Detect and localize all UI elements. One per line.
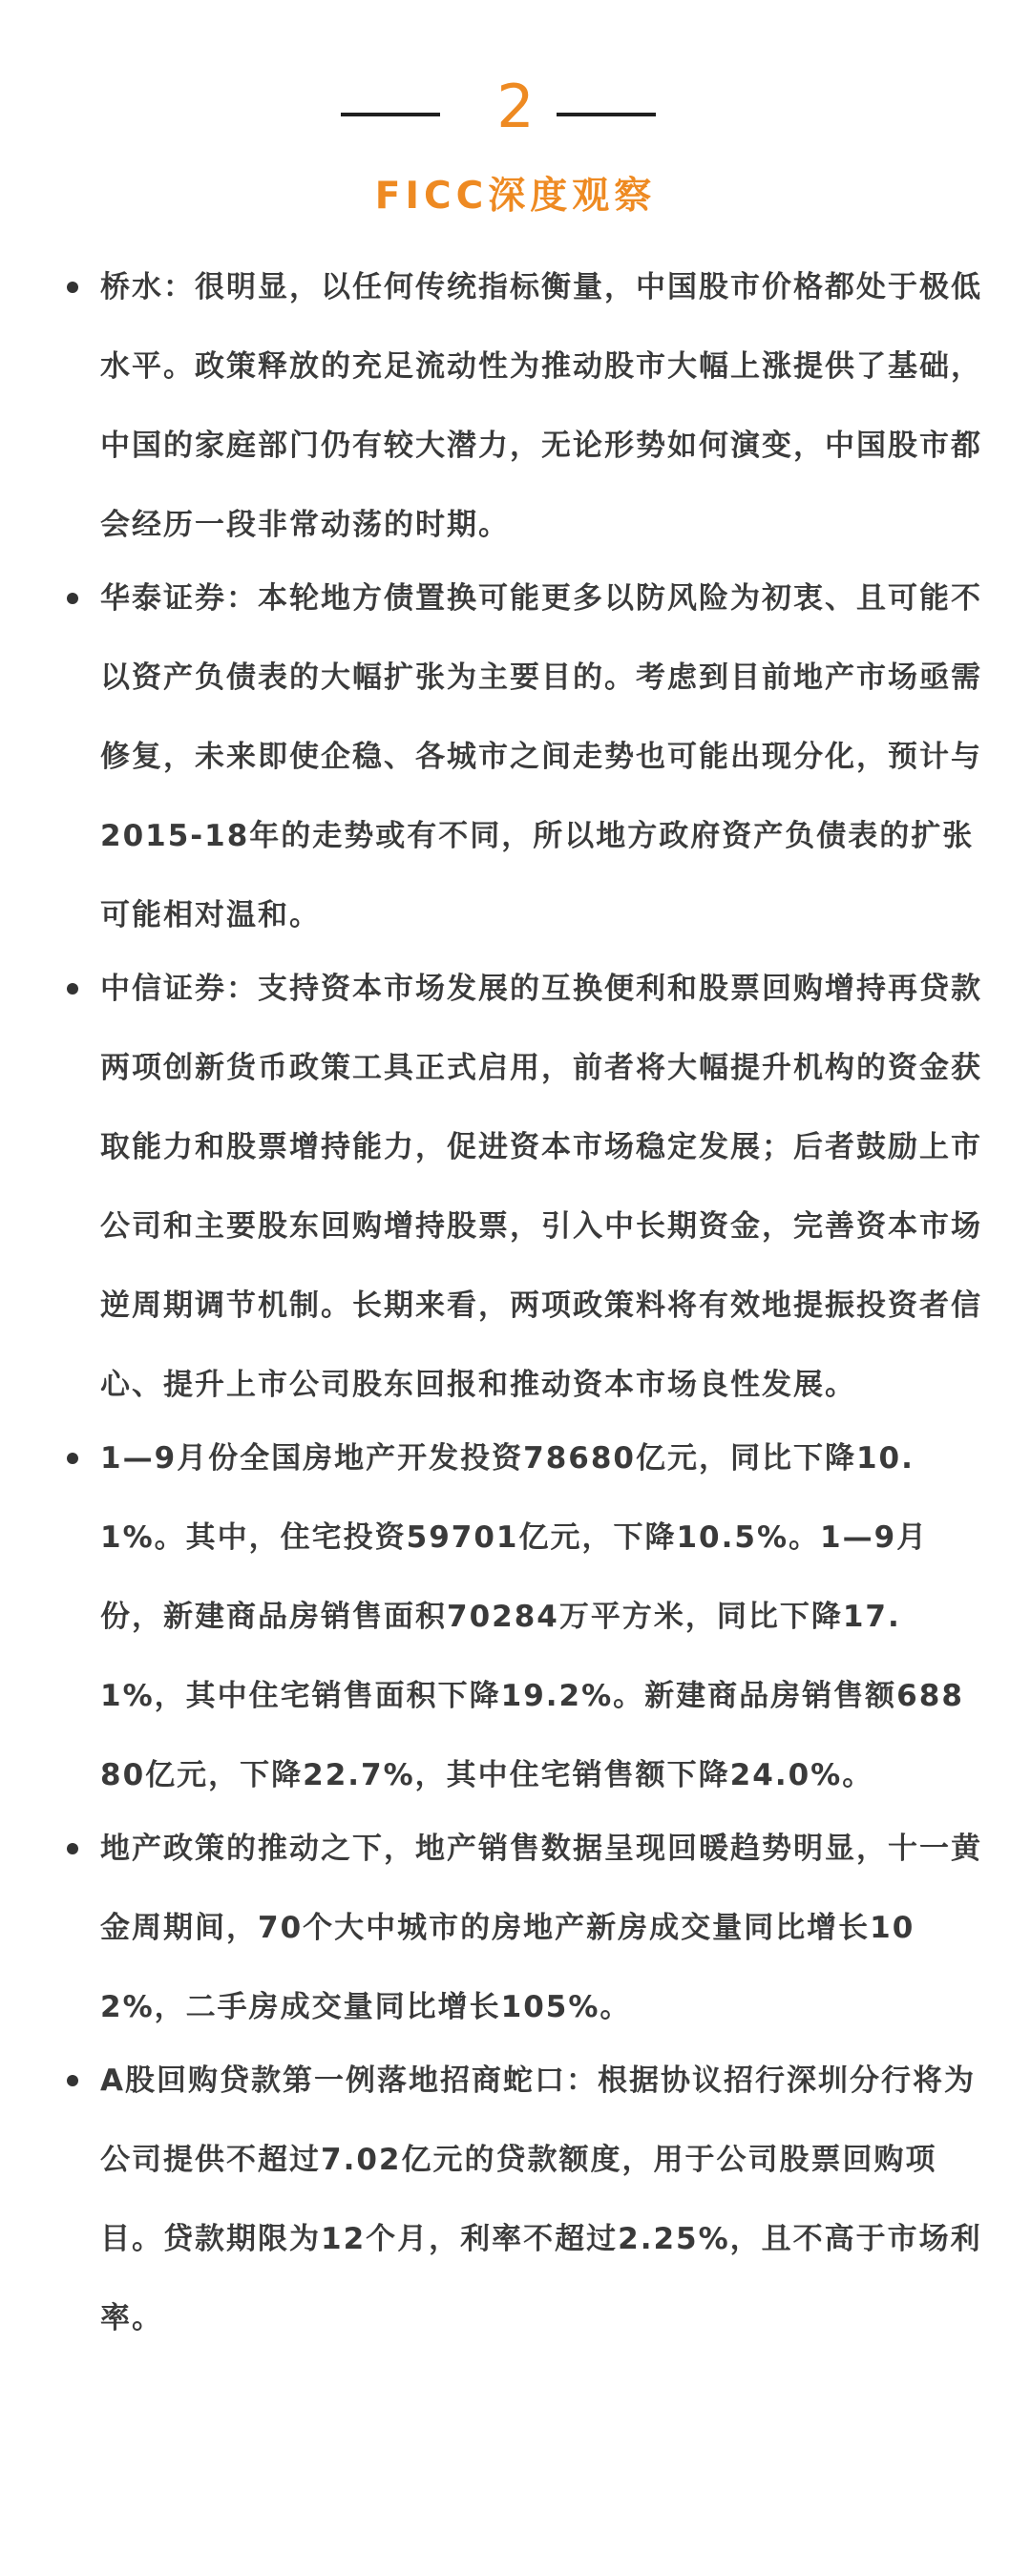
divider-right xyxy=(557,113,656,116)
list-item-text: A股回购贷款第一例落地招商蛇口：根据协议招行深圳分行将为公司提供不超过7.02亿元的贷款额度，用于公司股票回购项目。贷款期限为12个月，利率不超过2.25%，且不高于市场利率。 xyxy=(100,2063,982,2335)
list-item-text: 桥水：很明显，以任何传统指标衡量，中国股市价格都处于极低水平。政策释放的充足流动性为推动股市大幅上涨提供了基础，中国的家庭部门仍有较大潜力，无论形势如何演变，中国股市都会经历一段非常动荡的时期。 xyxy=(100,270,982,542)
bullet-icon xyxy=(67,1453,78,1464)
bullet-icon xyxy=(67,282,78,293)
list-item-text: 华泰证券：本轮地方债置换可能更多以防风险为初衷、且可能不以资产负债表的大幅扩张为主要目的。考虑到目前地产市场亟需修复，未来即使企稳、各城市之间走势也可能出现分化，预计与2015-18年的走势或有不同，所以地方政府资产负债表的扩张可能相对温和。 xyxy=(100,581,982,932)
list-item xyxy=(0,248,1031,565)
section-title: FICC深度观察 xyxy=(374,175,657,218)
list-item-text: 地产政策的推动之下，地产销售数据呈现回暖趋势明显，十一黄金周期间，70个大中城市的房地产新房成交量同比增长102%，二手房成交量同比增长105%。 xyxy=(100,1832,982,2024)
list-item-text: 1—9月份全国房地产开发投资78680亿元，同比下降10.1%。其中，住宅投资59701亿元，下降10.5%。1—9月份，新建商品房销售面积70284万平方米，同比下降17.1%，其中住宅销售面积下降19.2%。新建商品房销售额68880亿元，下降22.7%，其中住宅销售额下降24.0%。 xyxy=(100,1441,964,1792)
bullet-icon xyxy=(67,983,78,995)
bullet-icon xyxy=(67,2075,78,2086)
section-header xyxy=(0,0,1031,239)
bullet-icon xyxy=(67,1843,78,1854)
list-item xyxy=(0,2042,1031,2358)
list-item xyxy=(0,950,1031,1425)
list-item xyxy=(0,1810,1031,2047)
list-item xyxy=(0,1419,1031,1815)
list-item xyxy=(0,559,1031,955)
bullet-list xyxy=(0,248,1031,2353)
section-number: 2 xyxy=(496,72,535,141)
bullet-icon xyxy=(67,593,78,604)
list-item-text: 中信证券：支持资本市场发展的互换便利和股票回购增持再贷款两项创新货币政策工具正式启用，前者将大幅提升机构的资金获取能力和股票增持能力，促进资本市场稳定发展；后者鼓励上市公司和主要股东回购增持股票，引入中长期资金，完善资本市场逆周期调节机制。长期来看，两项政策料将有效地提振投资者信心、提升上市公司股东回报和推动资本市场良性发展。 xyxy=(100,972,982,1402)
